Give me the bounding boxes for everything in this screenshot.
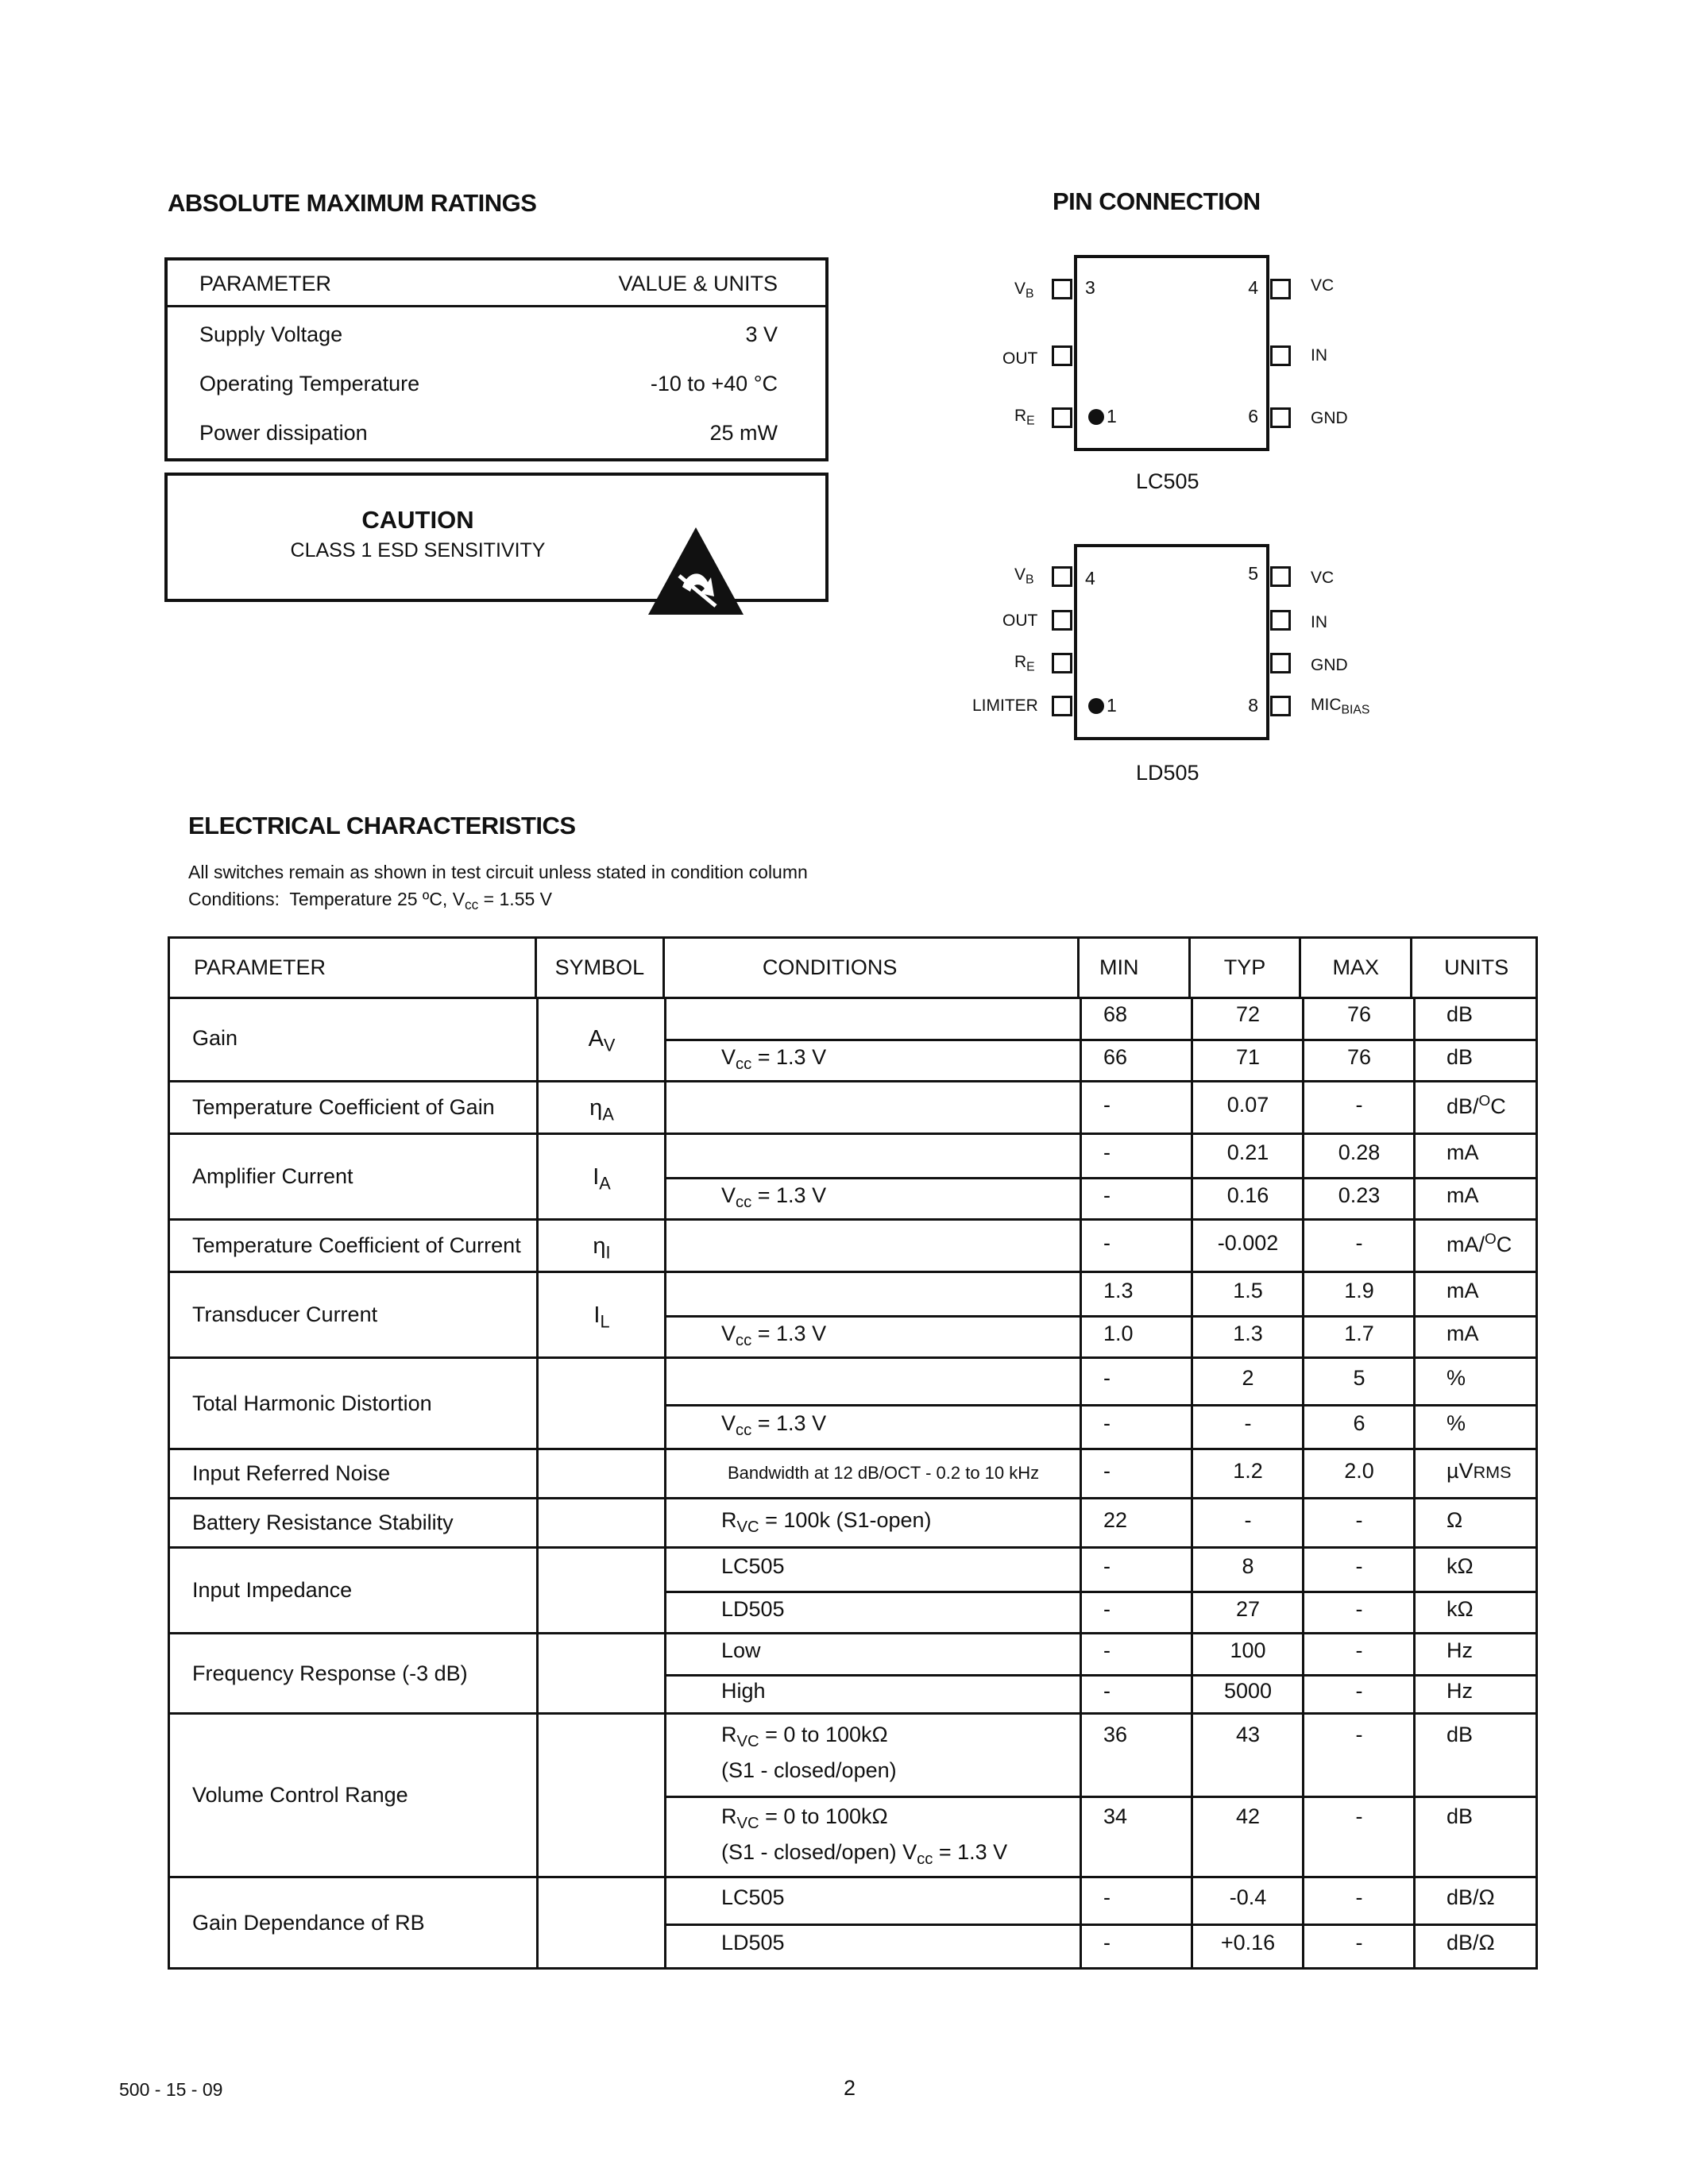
condition-cell: $R_{VC} = 0$ to 100kΩ (S1 - closed/open) bbox=[721, 1723, 897, 1783]
condition-cell: LC505 bbox=[721, 1885, 785, 1909]
units-cell: % bbox=[1447, 1365, 1466, 1390]
typ-cell: - bbox=[1244, 1508, 1252, 1532]
esd-warning-icon bbox=[644, 523, 747, 619]
units-cell: Hz bbox=[1447, 1638, 1473, 1663]
typ-cell: 1.2 bbox=[1233, 1459, 1263, 1483]
typ-cell: 5000 bbox=[1223, 1678, 1273, 1703]
param-cell: Battery Resistance Stability bbox=[192, 1511, 454, 1534]
max-cell: 0.23 bbox=[1338, 1183, 1381, 1207]
condition-cell: $V_{cc} = 1.3$ V bbox=[721, 1322, 827, 1350]
lc505-package: 3 4 1 6 bbox=[1074, 255, 1269, 451]
caution-title: CAUTION bbox=[361, 506, 474, 534]
param-cell: Transducer Current bbox=[192, 1302, 378, 1326]
typ-cell: 100 bbox=[1230, 1638, 1266, 1663]
min-cell: - bbox=[1103, 1365, 1111, 1390]
max-cell: 1.7 bbox=[1344, 1322, 1374, 1345]
typ-cell: 27 bbox=[1235, 1597, 1261, 1621]
min-cell: 1.3 bbox=[1103, 1279, 1134, 1302]
table-row bbox=[168, 1135, 1538, 1221]
min-cell: 22 bbox=[1103, 1508, 1128, 1532]
pin-label-re: $R_E$ bbox=[1014, 653, 1035, 674]
pin-label-in: IN bbox=[1311, 346, 1327, 365]
pin-label-out: OUT bbox=[1002, 349, 1038, 368]
condition-cell: $V_{cc} = 1.3$ V bbox=[721, 1411, 827, 1440]
typ-cell: 8 bbox=[1242, 1554, 1254, 1578]
min-cell: - bbox=[1103, 1638, 1111, 1663]
min-cell: - bbox=[1103, 1597, 1111, 1621]
table-row bbox=[168, 1450, 1538, 1499]
units-cell: dB/Ω bbox=[1447, 1931, 1495, 1955]
max-cell: 76 bbox=[1346, 1002, 1372, 1026]
min-cell: - bbox=[1103, 1183, 1111, 1207]
table-row bbox=[168, 1499, 1538, 1549]
units-cell: dB bbox=[1447, 1804, 1474, 1828]
units-cell: Hz bbox=[1447, 1678, 1473, 1703]
max-cell: - bbox=[1355, 1804, 1363, 1828]
min-cell: 34 bbox=[1103, 1804, 1128, 1828]
page-number: 2 bbox=[844, 2076, 856, 2100]
condition-cell: Low bbox=[721, 1638, 761, 1663]
typ-cell: 71 bbox=[1235, 1045, 1261, 1069]
typ-cell: 1.5 bbox=[1233, 1279, 1263, 1302]
max-cell: - bbox=[1355, 1231, 1363, 1255]
symbol-cell: $\eta_A$ bbox=[589, 1095, 614, 1125]
typ-cell: 0.16 bbox=[1226, 1183, 1269, 1207]
units-cell: dB/Ω bbox=[1447, 1885, 1495, 1909]
param-cell: Gain Dependance of RB bbox=[192, 1910, 425, 1935]
min-cell: - bbox=[1103, 1678, 1111, 1703]
pin-label-vc: VC bbox=[1311, 569, 1335, 587]
typ-cell: -0.002 bbox=[1217, 1231, 1279, 1255]
min-cell: - bbox=[1103, 1931, 1111, 1955]
max-cell: - bbox=[1355, 1678, 1363, 1703]
pin1-dot bbox=[1088, 698, 1104, 714]
min-cell: 66 bbox=[1103, 1045, 1128, 1069]
min-cell: - bbox=[1103, 1411, 1111, 1436]
table-row bbox=[168, 1715, 1538, 1878]
pin-label-vb: $V_B$ bbox=[1014, 280, 1034, 301]
pin-label-re: $R_E$ bbox=[1014, 407, 1035, 428]
min-cell: - bbox=[1103, 1093, 1111, 1117]
pin1-dot bbox=[1088, 409, 1104, 425]
pin-label-out: OUT bbox=[1002, 612, 1038, 630]
param-cell: Input Referred Noise bbox=[192, 1461, 391, 1485]
condition-cell: High bbox=[721, 1678, 766, 1703]
condition-cell: LC505 bbox=[721, 1554, 785, 1578]
param-cell: Temperature Coefficient of Gain bbox=[192, 1095, 495, 1119]
typ-cell: 43 bbox=[1235, 1723, 1261, 1746]
min-cell: - bbox=[1103, 1885, 1111, 1909]
param-cell: Total Harmonic Distortion bbox=[192, 1391, 432, 1415]
typ-cell: - bbox=[1244, 1411, 1252, 1436]
pin-label-in: IN bbox=[1311, 613, 1327, 631]
typ-cell: 42 bbox=[1235, 1804, 1261, 1828]
table-row bbox=[168, 1082, 1538, 1135]
electrical-conditions: Conditions: Temperature 25 ºC, $V_{cc} = 1.55$ V bbox=[188, 889, 553, 913]
max-cell: - bbox=[1355, 1723, 1363, 1746]
table-row bbox=[168, 1634, 1538, 1715]
electrical-heading: ELECTRICAL CHARACTERISTICS bbox=[188, 812, 576, 839]
pin-label-vc: VC bbox=[1311, 276, 1335, 295]
symbol-cell: $\eta_I$ bbox=[593, 1233, 611, 1263]
max-cell: - bbox=[1355, 1885, 1363, 1909]
abs-max-table bbox=[164, 257, 829, 461]
table-row bbox=[168, 1273, 1538, 1359]
max-cell: - bbox=[1355, 1638, 1363, 1663]
param-cell: Volume Control Range bbox=[192, 1783, 408, 1807]
param-cell: Input Impedance bbox=[192, 1578, 353, 1602]
lc505-label: LC505 bbox=[1136, 469, 1199, 493]
abs-max-row: Power dissipation 25 mW bbox=[199, 421, 778, 445]
pin-label-gnd: GND bbox=[1311, 409, 1348, 427]
units-cell: dB/$^O$C bbox=[1447, 1093, 1506, 1118]
max-cell: 5 bbox=[1353, 1365, 1365, 1390]
max-cell: - bbox=[1355, 1093, 1363, 1117]
max-cell: - bbox=[1355, 1597, 1363, 1621]
max-cell: 76 bbox=[1346, 1045, 1372, 1069]
caution-text: CLASS 1 ESD SENSITIVITY bbox=[290, 539, 546, 561]
max-cell: - bbox=[1355, 1554, 1363, 1578]
col-value: VALUE & UNITS bbox=[618, 272, 778, 295]
table-row bbox=[168, 1549, 1538, 1634]
max-cell: 2.0 bbox=[1344, 1459, 1374, 1483]
typ-cell: 2 bbox=[1242, 1365, 1254, 1390]
condition-cell: $V_{cc} = 1.3$ V bbox=[721, 1045, 827, 1074]
param-cell: Gain bbox=[192, 1026, 238, 1050]
max-cell: - bbox=[1355, 1931, 1363, 1955]
min-cell: - bbox=[1103, 1459, 1111, 1483]
condition-cell: Bandwidth at 12 dB/OCT - 0.2 to 10 kHz bbox=[728, 1463, 1040, 1483]
units-cell: dB bbox=[1447, 1002, 1474, 1026]
units-cell: µVRMS bbox=[1447, 1459, 1512, 1483]
symbol-cell: $I_A$ bbox=[593, 1164, 611, 1194]
units-cell: dB bbox=[1447, 1045, 1474, 1069]
typ-cell: -0.4 bbox=[1229, 1885, 1267, 1909]
table-row bbox=[168, 1878, 1538, 1970]
col-parameter: PARAMETER bbox=[199, 272, 332, 295]
abs-max-row: Operating Temperature -10 to +40 °C bbox=[199, 372, 778, 396]
param-cell: Temperature Coefficient of Current bbox=[192, 1233, 521, 1257]
table-row bbox=[168, 1221, 1538, 1273]
min-cell: - bbox=[1103, 1554, 1111, 1578]
symbol-cell: $A_V$ bbox=[588, 1026, 616, 1055]
electrical-table bbox=[168, 936, 1538, 999]
abs-max-row: Supply Voltage 3 V bbox=[199, 322, 778, 346]
units-cell: mA bbox=[1447, 1279, 1479, 1302]
symbol-cell: $I_L$ bbox=[593, 1302, 610, 1332]
param-cell: Frequency Response (-3 dB) bbox=[192, 1661, 468, 1685]
table-header-row: PARAMETER SYMBOL CONDITIONS MIN TYP MAX UNITS bbox=[169, 938, 1537, 998]
min-cell: - bbox=[1103, 1140, 1111, 1164]
condition-cell: $R_{VC} = 100k$ (S1-open) bbox=[721, 1508, 932, 1537]
ld505-label: LD505 bbox=[1136, 761, 1199, 785]
units-cell: mA bbox=[1447, 1140, 1479, 1164]
table-row bbox=[168, 1359, 1538, 1450]
typ-cell: 0.21 bbox=[1226, 1140, 1269, 1164]
units-cell: kΩ bbox=[1447, 1597, 1474, 1621]
max-cell: 6 bbox=[1353, 1411, 1365, 1436]
min-cell: 68 bbox=[1103, 1002, 1128, 1026]
units-cell: Ω bbox=[1447, 1508, 1463, 1532]
max-cell: 1.9 bbox=[1344, 1279, 1374, 1302]
electrical-note: All switches remain as shown in test circuit unless stated in condition column bbox=[188, 862, 808, 882]
units-cell: mA bbox=[1447, 1183, 1479, 1207]
doc-number: 500 - 15 - 09 bbox=[119, 2079, 223, 2100]
table-row bbox=[168, 997, 1538, 1082]
pin-label-limiter: LIMITER bbox=[972, 696, 1038, 715]
caution-box bbox=[164, 473, 829, 602]
condition-cell: LD505 bbox=[721, 1597, 785, 1621]
units-cell: mA/$^O$C bbox=[1447, 1231, 1512, 1256]
units-cell: dB bbox=[1447, 1723, 1474, 1746]
typ-cell: 1.3 bbox=[1233, 1322, 1263, 1345]
units-cell: mA bbox=[1447, 1322, 1479, 1345]
condition-cell: LD505 bbox=[721, 1931, 785, 1955]
param-cell: Amplifier Current bbox=[192, 1164, 353, 1188]
pin-label-micbias: $MIC_{BIAS}$ bbox=[1311, 696, 1370, 717]
max-cell: - bbox=[1355, 1508, 1363, 1532]
min-cell: - bbox=[1103, 1231, 1111, 1255]
abs-max-header bbox=[199, 272, 778, 296]
min-cell: 36 bbox=[1103, 1723, 1128, 1746]
max-cell: 0.28 bbox=[1338, 1140, 1381, 1164]
units-cell: % bbox=[1447, 1411, 1466, 1436]
condition-cell: $V_{cc} = 1.3$ V bbox=[721, 1183, 827, 1212]
typ-cell: 0.07 bbox=[1226, 1093, 1269, 1117]
ld505-package: 4 5 1 8 bbox=[1074, 544, 1269, 740]
condition-cell: $R_{VC} = 0$ to 100kΩ (S1 - closed/open) $V_{cc} = 1.3$ V bbox=[721, 1804, 1008, 1869]
min-cell: 1.0 bbox=[1103, 1322, 1134, 1345]
pin-connection-heading: PIN CONNECTION bbox=[1053, 187, 1261, 215]
pin-label-vb: $V_B$ bbox=[1014, 565, 1034, 587]
abs-max-heading: ABSOLUTE MAXIMUM RATINGS bbox=[168, 189, 537, 217]
typ-cell: 72 bbox=[1235, 1002, 1261, 1026]
typ-cell: +0.16 bbox=[1220, 1931, 1276, 1955]
units-cell: kΩ bbox=[1447, 1554, 1474, 1578]
pin-label-gnd: GND bbox=[1311, 656, 1348, 674]
